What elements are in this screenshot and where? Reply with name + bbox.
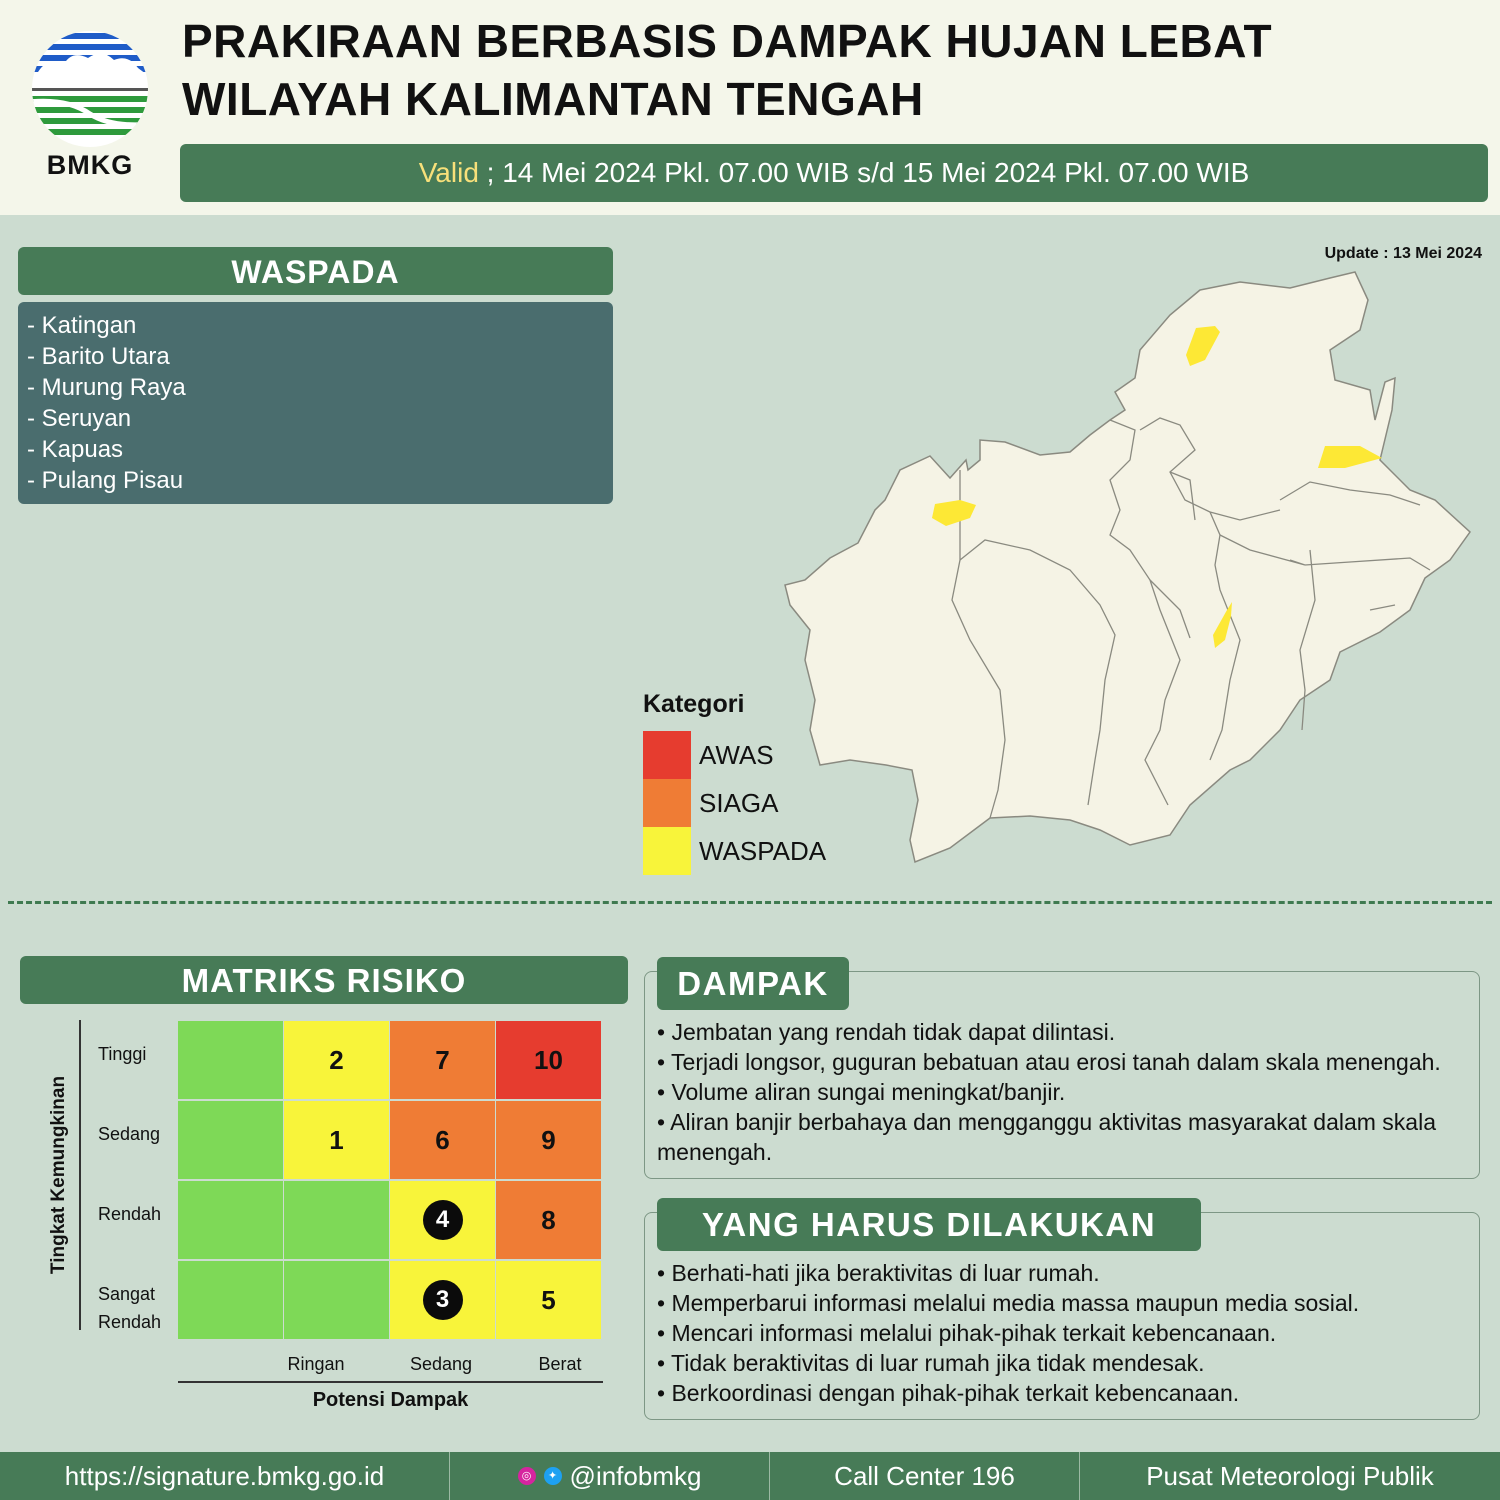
risk-cell [390, 1261, 495, 1339]
risk-cell [390, 1101, 495, 1179]
risk-cell [496, 1021, 601, 1099]
risk-matrix-grid [178, 1021, 603, 1340]
province-outline [785, 272, 1470, 862]
waspada-heading: WASPADA [18, 247, 613, 295]
matrix-heading: MATRIKS RISIKO [20, 956, 628, 1004]
list-item: • Berhati-hati jika beraktivitas di luar rumah. [657, 1260, 1100, 1286]
col-label-berat: Berat [538, 1354, 582, 1374]
risk-cell [390, 1181, 495, 1259]
list-item: • Jembatan yang rendah tidak dapat dilintasi. [657, 1019, 1116, 1045]
map-legend [643, 690, 826, 875]
valid-period: ; 14 Mei 2024 Pkl. 07.00 WIB s/d 15 Mei 2024 Pkl. 07.00 WIB [478, 157, 1250, 188]
list-item: • Memperbarui informasi melalui media massa maupun media sosial. [657, 1290, 1360, 1316]
y-axis-title: Tingkat Kemungkinan [48, 1075, 69, 1275]
validity-bar [180, 144, 1488, 202]
footer-social[interactable] [450, 1452, 770, 1500]
row-label-tinggi: Tinggi [98, 1044, 147, 1064]
legend-item-awas [643, 731, 826, 779]
risk-value: 6 [435, 1124, 450, 1155]
x-axis-line [178, 1381, 603, 1383]
header [0, 0, 1500, 215]
risk-cell [496, 1181, 601, 1259]
col-label-ringan: Ringan [287, 1354, 345, 1374]
risk-value: 10 [534, 1044, 563, 1075]
legend-swatch-awas [643, 731, 691, 779]
risk-cell [496, 1261, 601, 1339]
update-date: Update : 13 Mei 2024 [1324, 245, 1482, 262]
risk-value: 7 [435, 1044, 450, 1075]
row-label-rendah: Rendah [98, 1204, 162, 1224]
x-axis-title: Potensi Dampak [312, 1389, 469, 1411]
risk-cell [496, 1101, 601, 1179]
footer [0, 1452, 1500, 1500]
bmkg-logo [28, 28, 152, 188]
legend-title: Kategori [643, 690, 745, 718]
y-axis-line [79, 1020, 81, 1330]
col-label-sedang: Sedang [409, 1354, 473, 1374]
list-item: - Barito Utara [27, 343, 170, 370]
risk-cell [178, 1101, 283, 1179]
tindakan-list [657, 1258, 1472, 1408]
footer-call-center: Call Center 196 [770, 1452, 1080, 1500]
risk-value: 5 [541, 1284, 556, 1315]
risk-value: 1 [329, 1124, 344, 1155]
list-item: • Tidak beraktivitas di luar rumah jika tidak mendesak. [657, 1350, 1205, 1376]
tindakan-heading: YANG HARUS DILAKUKAN [657, 1198, 1201, 1251]
risk-cell [284, 1181, 389, 1259]
list-item: - Seruyan [27, 405, 132, 432]
legend-label: SIAGA [699, 787, 779, 818]
legend-swatch-siaga [643, 779, 691, 827]
valid-label: Valid [418, 157, 479, 188]
section-divider [8, 901, 1492, 904]
waspada-region-list [18, 302, 613, 504]
risk-value: 2 [329, 1044, 344, 1075]
row-label-sangat-rendah: Sangat Rendah [98, 1284, 162, 1332]
tindakan-box [644, 1206, 1480, 1420]
instagram-icon: ◎ [518, 1467, 536, 1485]
dampak-box [644, 965, 1480, 1179]
social-handle: @infobmkg [569, 1460, 702, 1491]
risk-value: 8 [541, 1204, 556, 1235]
legend-swatch-waspada [643, 827, 691, 875]
twitter-icon: ✦ [544, 1467, 562, 1485]
list-item: • Aliran banjir berbahaya dan mengganggu aktivitas masyarakat dalam skala menengah. [657, 1109, 1437, 1165]
legend-label: WASPADA [699, 835, 827, 866]
list-item: - Pulang Pisau [27, 467, 184, 494]
legend-item-waspada [643, 827, 826, 875]
risk-cell [284, 1021, 389, 1099]
list-item: - Kapuas [27, 436, 124, 463]
risk-cell [390, 1021, 495, 1099]
footer-website-link[interactable]: https://signature.bmkg.go.id [0, 1452, 450, 1500]
risk-cell [178, 1181, 283, 1259]
list-item: • Terjadi longsor, guguran bebatuan atau erosi tanah dalam skala menengah. [657, 1049, 1441, 1075]
dampak-heading: DAMPAK [657, 957, 849, 1010]
legend-label: AWAS [699, 739, 774, 770]
page-title-line1: PRAKIRAAN BERBASIS DAMPAK HUJAN LEBAT [182, 15, 1273, 67]
page-title-line2: WILAYAH KALIMANTAN TENGAH [182, 73, 924, 125]
logo-text: BMKG [46, 150, 134, 180]
list-item: • Volume aliran sungai meningkat/banjir. [657, 1079, 1066, 1105]
risk-cell [178, 1261, 283, 1339]
legend-item-siaga [643, 779, 826, 827]
list-item: - Katingan [27, 312, 137, 339]
dampak-list [657, 1017, 1472, 1167]
list-item: • Berkoordinasi dengan pihak-pihak terkait kebencanaan. [657, 1380, 1240, 1406]
list-item: • Mencari informasi melalui pihak-pihak terkait kebencanaan. [657, 1320, 1277, 1346]
active-risk-value: 3 [423, 1280, 463, 1320]
row-label-sedang: Sedang [98, 1124, 161, 1144]
kalimantan-tengah-map [770, 260, 1490, 870]
bmkg-logo-icon [28, 28, 152, 150]
active-risk-value: 4 [423, 1200, 463, 1240]
risk-cell [284, 1101, 389, 1179]
list-item: - Murung Raya [27, 374, 186, 401]
risk-value: 9 [541, 1124, 556, 1155]
risk-cell [284, 1261, 389, 1339]
risk-cell [178, 1021, 283, 1099]
footer-org: Pusat Meteorologi Publik [1146, 1460, 1434, 1491]
